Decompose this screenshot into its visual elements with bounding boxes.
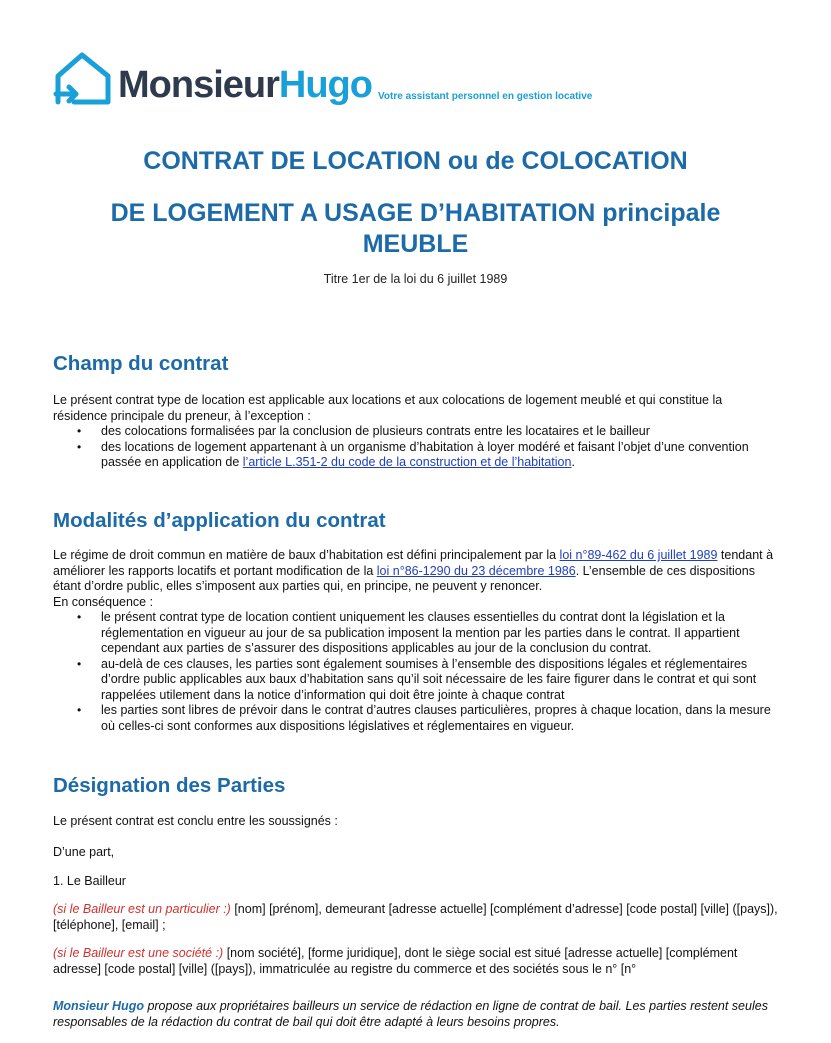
champ-bullet2-text: des locations de logement appartenant à un organisme d’habitation à loyer modéré et faisant l’objet d’une convention passée en application de <box>101 439 749 469</box>
footer-brand: Monsieur Hugo <box>53 999 144 1013</box>
modalites-paragraph <box>53 548 779 595</box>
section-champ <box>53 393 779 471</box>
link-article-l351-2[interactable]: l’article L.351-2 du code de la construction et de l’habitation <box>242 455 572 469</box>
parties-bailleur: 1. Le Bailleur <box>53 874 126 888</box>
particulier-label: (si le Bailleur est un particulier :) <box>53 902 231 916</box>
brand-tagline: Votre assistant personnel en gestion locative <box>378 91 593 102</box>
champ-intro: Le présent contrat type de location est applicable aux locations et aux colocations de logement meublé et qui constitue la résidence principale du preneur, à l’exception : <box>53 393 723 423</box>
parties-particulier-wrap <box>53 902 779 933</box>
champ-list <box>53 424 779 471</box>
societe-label: (si le Bailleur est une société :) <box>53 946 224 960</box>
footer-note <box>53 999 779 1030</box>
document-title-line2a: DE LOGEMENT A USAGE D’HABITATION principale <box>110 199 721 227</box>
link-loi-86-1290[interactable]: loi n°86-1290 du 23 décembre 1986 <box>376 563 576 578</box>
heading-champ: Champ du contrat <box>53 352 229 375</box>
modalites-list <box>53 610 779 734</box>
societe-text: [nom société], [forme juridique], dont le siège social est situé [adresse actuelle] [complément adresse] [code postal] [ville] ([pays]), immatriculée au registre du commerce et des sociétés sous le n° [n° <box>53 946 738 976</box>
link-loi-89-462[interactable]: loi n°89-462 du 6 juillet 1989 <box>559 548 718 562</box>
list-item: • le présent contrat type de location contient uniquement les clauses essentielles du contrat dont la législation et la réglementation en vigueur au jour de sa publication imposent la mention par les parties dans le contrat. Il appartient cependant aux parties de s’assurer des dispositions applicables au jour de la conclusion du contrat. <box>53 610 779 657</box>
modalites-consequence: En conséquence : <box>53 594 154 609</box>
parties-part-wrap <box>53 845 779 861</box>
modalites-text-b: tendant à améliorer les rapports locatifs et portant modification de la <box>53 548 774 578</box>
modalites-text-a: Le régime de droit commun en matière de baux d’habitation est défini principalement par la <box>53 548 560 562</box>
particulier-text: [nom] [prénom], demeurant [adresse actuelle] [complément d’adresse] [code postal] [ville] ([pays]), [téléphone], [email] ; <box>53 902 778 932</box>
brand-logo <box>52 50 372 112</box>
document-title-line1: CONTRAT DE LOCATION ou de COLOCATION <box>143 147 688 175</box>
document-subtitle: Titre 1er de la loi du 6 juillet 1989 <box>323 272 508 286</box>
list-item: • les parties sont libres de prévoir dans le contrat d’autres clauses particulières, propres à chaque location, dans la mesure où celles-ci sont conformes aux dispositions législatives et réglementaires en vigueur. <box>53 703 779 734</box>
parties-bailleur-wrap <box>53 874 779 890</box>
brand-name-hugo: Hugo <box>278 64 372 106</box>
list-item <box>53 440 779 471</box>
document-title-line2b: MEUBLE <box>362 230 469 258</box>
document-title-line2 <box>20 198 811 260</box>
list-item: • au-delà de ces clauses, les parties sont également soumises à l’ensemble des dispositions légales et réglementaires d’ordre public applicables aux baux d’habitation sans qu’il soit nécessaire de les faire figurer dans le contrat et qui sont rappelées utilement dans la notice d’information qui doit être jointe à chaque contrat <box>53 657 779 704</box>
brand-name-monsieur: Monsieur <box>118 64 279 106</box>
champ-bullet2-end: . <box>571 455 575 469</box>
parties-intro: Le présent contrat est conclu entre les soussignés : <box>53 814 338 828</box>
parties-societe-wrap <box>53 946 779 977</box>
heading-modalites: Modalités d’application du contrat <box>53 509 386 532</box>
footer-note-paragraph <box>53 999 779 1030</box>
modalites-text-c: . L’ensemble de ces dispositions étant d’ordre public, elles s’imposent aux parties qui, en principe, ne peuvent y renoncer. <box>53 563 755 593</box>
section-parties <box>53 814 779 830</box>
brand-wordmark <box>118 64 372 107</box>
heading-parties: Désignation des Parties <box>53 774 286 797</box>
list-item: • des colocations formalisées par la conclusion de plusieurs contrats entre les locataires et le bailleur <box>53 424 779 440</box>
footer-text: propose aux propriétaires bailleurs un service de rédaction en ligne de contrat de bail. Les parties restent seules responsables de la rédaction du contrat de bail qui doit être adapté à leurs besoins propres. <box>53 999 768 1029</box>
parties-societe <box>53 946 779 977</box>
parties-particulier <box>53 902 779 933</box>
section-modalites <box>53 548 779 734</box>
parties-part: D’une part, <box>53 845 115 859</box>
house-arrow-icon <box>52 50 116 108</box>
